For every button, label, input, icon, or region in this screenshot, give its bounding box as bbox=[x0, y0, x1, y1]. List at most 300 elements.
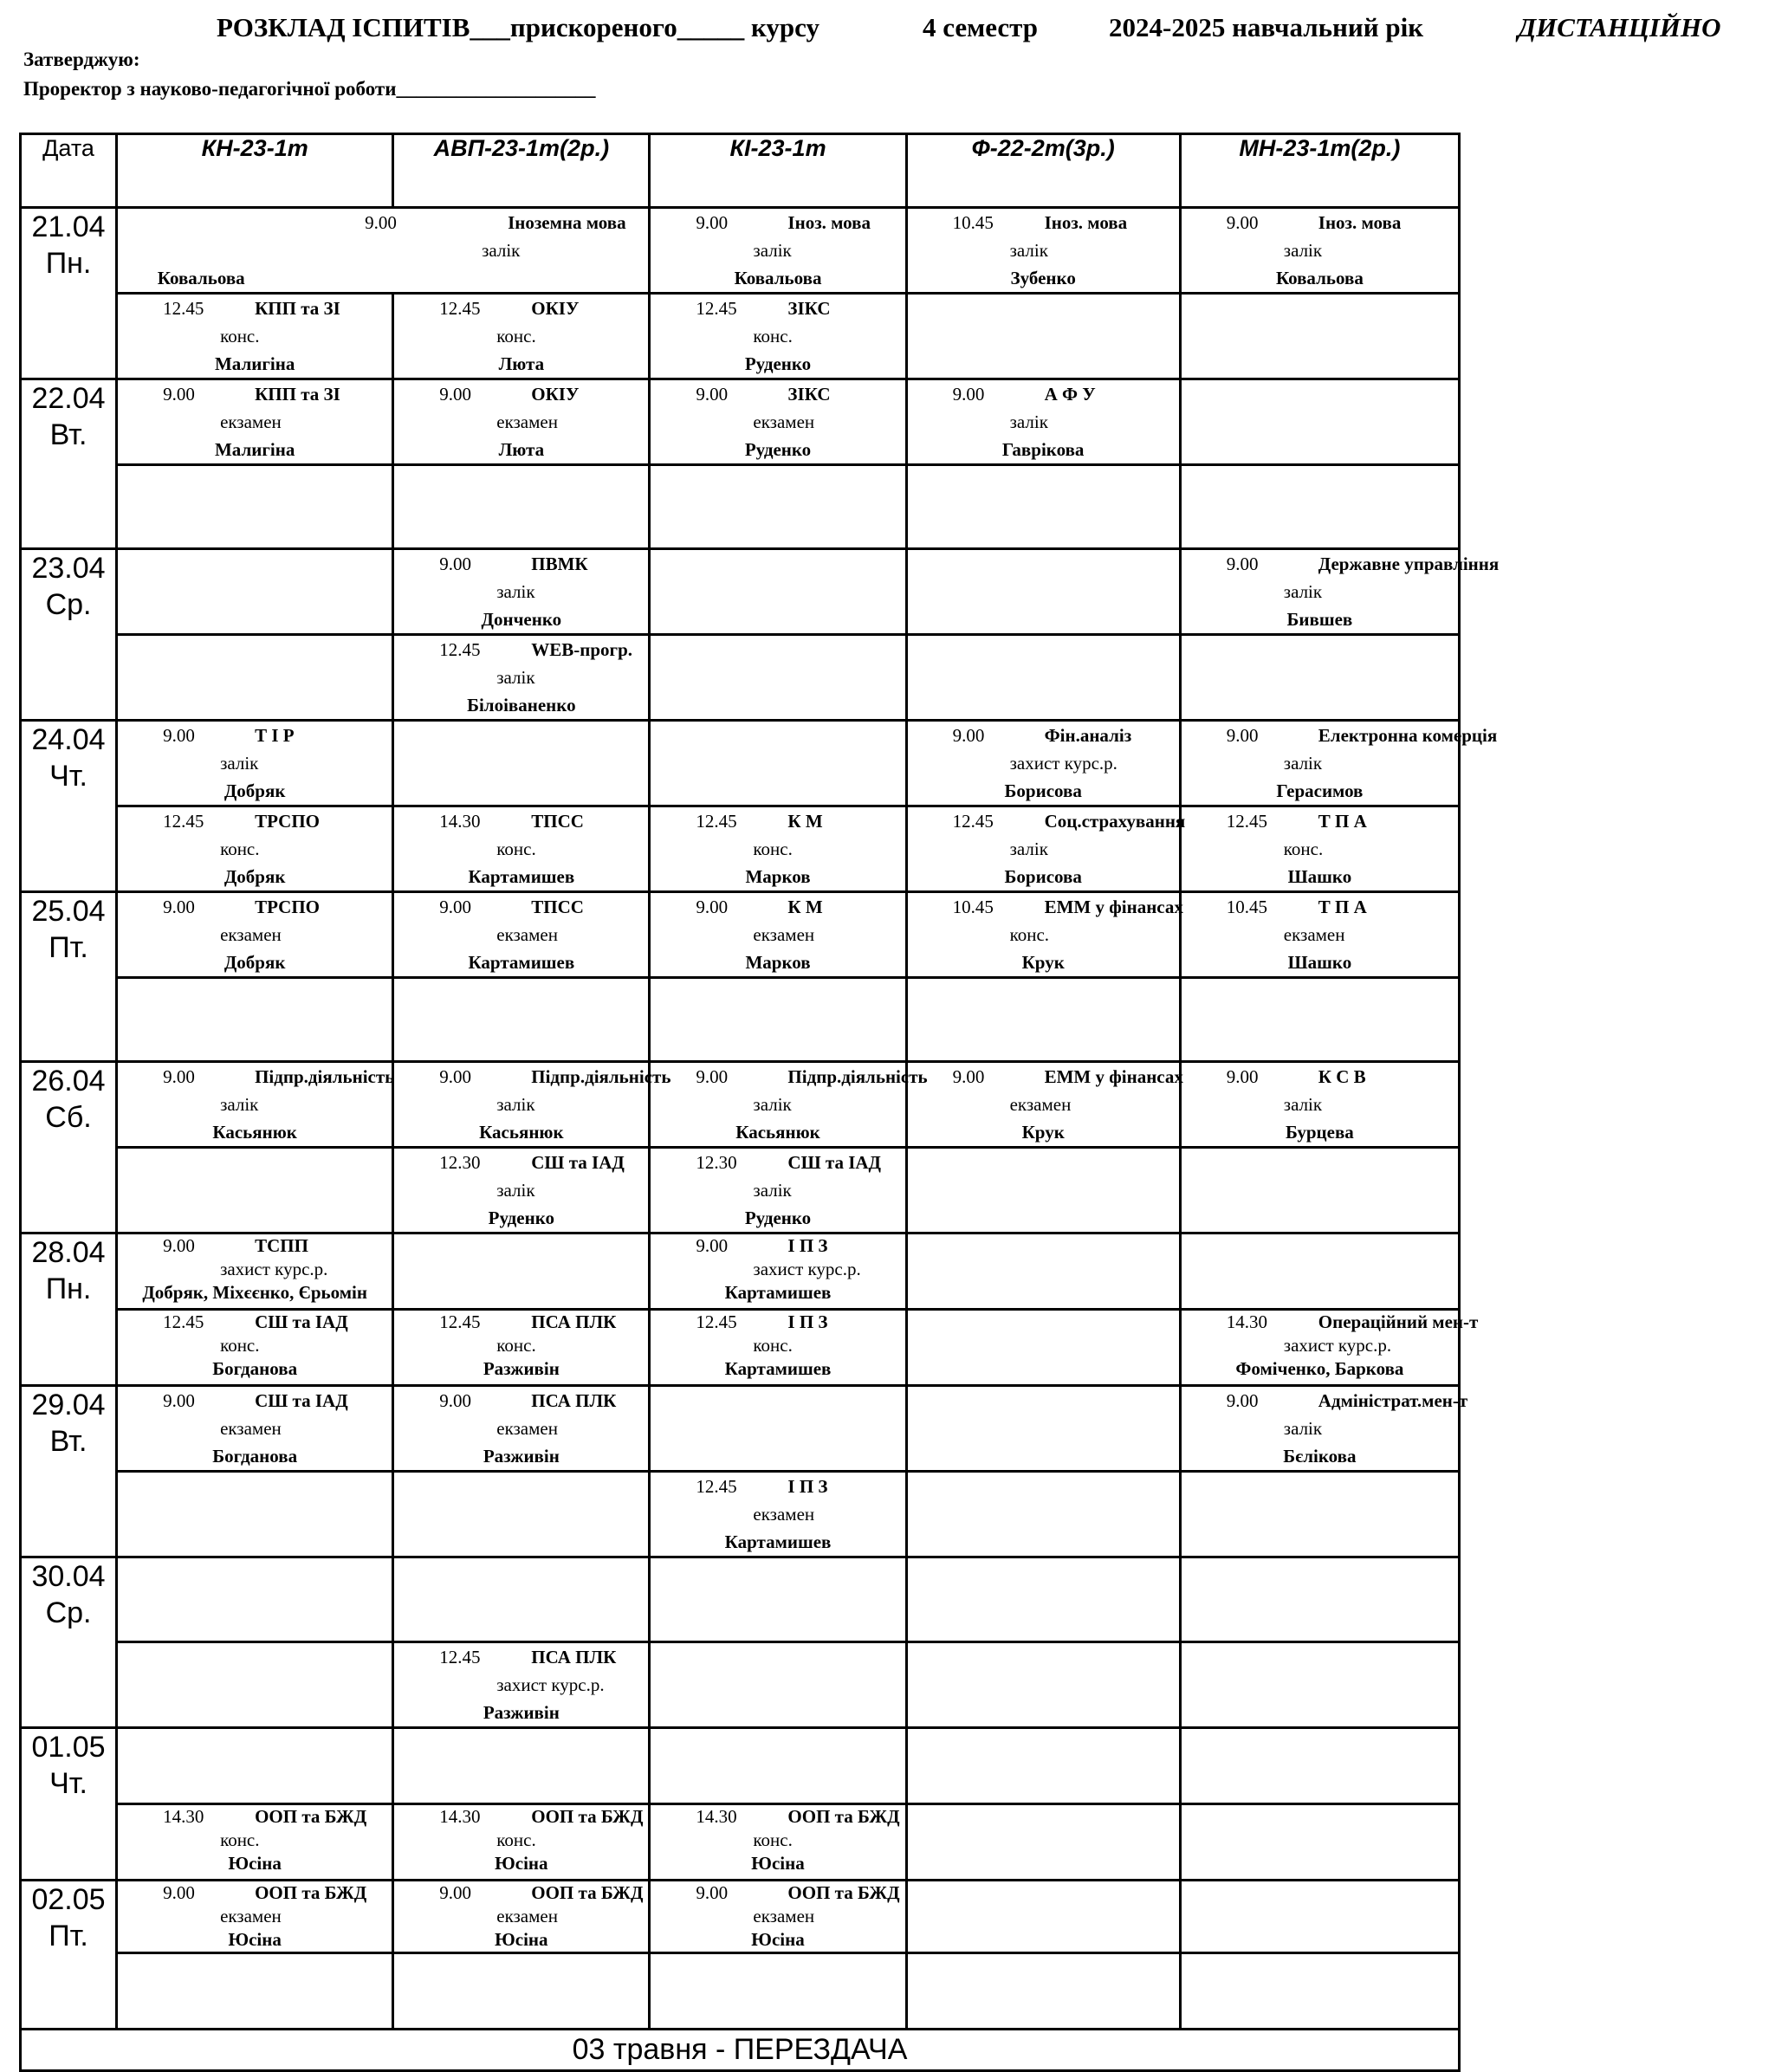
schedule-cell bbox=[1180, 1062, 1459, 1148]
exam-time: 14.30 bbox=[1226, 1311, 1268, 1332]
date-value: 29.04 bbox=[31, 1389, 106, 1421]
schedule-cell bbox=[117, 1557, 393, 1642]
schedule-cell bbox=[906, 978, 1180, 1062]
schedule-cell bbox=[650, 635, 906, 721]
schedule-cell bbox=[1180, 721, 1498, 806]
exam-subject: Фін.аналіз bbox=[1044, 725, 1132, 746]
exam-entry bbox=[394, 1643, 648, 1726]
exam-time: 12.45 bbox=[696, 1311, 737, 1332]
exam-type: екзамен bbox=[1283, 924, 1345, 945]
weekday: Пт. bbox=[49, 1920, 88, 1952]
date-cell bbox=[21, 721, 117, 892]
exam-teacher: Юсіна bbox=[751, 1853, 805, 1874]
exam-type: екзамен bbox=[753, 924, 815, 945]
exam-teacher: Разживін bbox=[483, 1358, 560, 1379]
exam-subject: ООП та БЖД bbox=[255, 1882, 367, 1903]
schedule-row bbox=[21, 1148, 1460, 1233]
schedule-row bbox=[21, 1728, 1460, 1804]
exam-time: 12.30 bbox=[696, 1152, 737, 1173]
schedule-cell bbox=[393, 1062, 671, 1148]
exam-teacher: Борисова bbox=[1004, 866, 1082, 887]
exam-time: 9.00 bbox=[696, 1882, 729, 1903]
weekday: Чт. bbox=[49, 760, 87, 793]
schedule-cell bbox=[117, 1148, 393, 1233]
exam-time: 12.45 bbox=[696, 1476, 737, 1497]
schedule-cell bbox=[906, 549, 1180, 635]
exam-subject: ООП та БЖД bbox=[255, 1806, 367, 1827]
schedule-cell bbox=[393, 1148, 650, 1233]
schedule-cell bbox=[1180, 892, 1459, 978]
exam-subject: ТРСПО bbox=[255, 811, 320, 832]
exam-time: 9.00 bbox=[1226, 212, 1259, 233]
exam-time: 9.00 bbox=[439, 1390, 471, 1411]
exam-teacher: Зубенко bbox=[1010, 268, 1076, 288]
exam-type: конс. bbox=[1283, 839, 1324, 859]
exam-teacher: Ковальова bbox=[1275, 268, 1364, 288]
exam-teacher: Касьянюк bbox=[735, 1122, 820, 1143]
weekday: Вт. bbox=[49, 418, 87, 451]
exam-type: екзамен bbox=[496, 924, 558, 945]
schedule-cell bbox=[117, 1953, 393, 2030]
weekday: Сб. bbox=[45, 1101, 92, 1134]
schedule-cell bbox=[906, 806, 1186, 892]
exam-teacher: Борисова bbox=[1004, 780, 1082, 801]
exam-entry bbox=[394, 550, 648, 633]
exam-teacher: Люта bbox=[498, 353, 545, 374]
schedule-cell bbox=[393, 1953, 650, 2030]
exam-type: конс. bbox=[1009, 924, 1050, 945]
exam-teacher: Разживін bbox=[483, 1446, 560, 1467]
exam-entry bbox=[651, 1311, 904, 1381]
schedule-cell bbox=[906, 1148, 1180, 1233]
exam-entry bbox=[118, 1805, 392, 1875]
column-header-date: Дата bbox=[21, 134, 117, 208]
schedule-cell bbox=[650, 1472, 906, 1557]
weekday: Пн. bbox=[45, 1272, 92, 1305]
exam-teacher: Юсіна bbox=[495, 1853, 548, 1874]
schedule-cell bbox=[650, 806, 906, 892]
exam-teacher: Богданова bbox=[212, 1446, 298, 1467]
exam-time: 14.30 bbox=[439, 811, 481, 832]
exam-teacher: Богданова bbox=[212, 1358, 298, 1379]
date-value: 22.04 bbox=[31, 382, 106, 415]
exam-type: екзамен bbox=[220, 924, 282, 945]
exam-entry bbox=[1182, 722, 1498, 805]
exam-teacher: Добряк bbox=[223, 952, 286, 973]
schedule-row bbox=[21, 1557, 1460, 1642]
exam-time: 12.45 bbox=[439, 639, 481, 660]
exam-type: залік bbox=[1283, 240, 1323, 261]
date-value: 30.04 bbox=[31, 1560, 106, 1593]
exam-type: залік bbox=[1009, 240, 1048, 261]
exam-entry bbox=[1182, 1311, 1479, 1381]
schedule-cell bbox=[906, 721, 1180, 806]
exam-subject: ООП та БЖД bbox=[787, 1806, 900, 1827]
date-value: 23.04 bbox=[31, 552, 106, 585]
column-header-group: Ф-22-2т(3р.) bbox=[906, 134, 1180, 208]
exam-entry bbox=[908, 807, 1186, 890]
schedule-cell bbox=[393, 1881, 650, 1953]
exam-entry bbox=[118, 1881, 392, 1952]
exam-type: залік bbox=[496, 1180, 535, 1201]
exam-entry bbox=[651, 807, 904, 890]
schedule-cell bbox=[393, 549, 650, 635]
exam-subject: І П З bbox=[787, 1476, 828, 1497]
schedule-cell bbox=[906, 892, 1183, 978]
exam-type: захист курс.р. bbox=[220, 1259, 328, 1279]
schedule-row bbox=[21, 806, 1460, 892]
exam-time: 12.45 bbox=[163, 298, 204, 319]
schedule-cell bbox=[906, 1804, 1180, 1881]
exam-time: 9.00 bbox=[439, 384, 471, 405]
schedule-cell bbox=[1180, 1148, 1459, 1233]
exam-time: 9.00 bbox=[439, 554, 471, 574]
date-value: 24.04 bbox=[31, 723, 106, 756]
schedule-cell bbox=[906, 1953, 1180, 2030]
schedule-cell bbox=[117, 1642, 393, 1728]
exam-subject: ЕММ у фінансах bbox=[1044, 897, 1183, 917]
schedule-cell bbox=[1180, 549, 1500, 635]
exam-time: 10.45 bbox=[952, 212, 994, 233]
schedule-cell bbox=[117, 1310, 393, 1386]
schedule-cell bbox=[1180, 1386, 1468, 1472]
exam-subject: СШ та ІАД bbox=[787, 1152, 882, 1173]
exam-entry bbox=[1182, 807, 1458, 890]
schedule-cell bbox=[906, 1233, 1180, 1310]
schedule-cell bbox=[1180, 1472, 1459, 1557]
exam-type: залік bbox=[496, 581, 535, 602]
weekday: Пн. bbox=[45, 247, 92, 280]
exam-entry bbox=[118, 722, 392, 805]
schedule-row bbox=[21, 1062, 1460, 1148]
exam-subject: СШ та ІАД bbox=[255, 1390, 348, 1411]
schedule-row bbox=[21, 1804, 1460, 1881]
exam-type: екзамен bbox=[753, 1504, 815, 1525]
exam-time: 9.00 bbox=[696, 384, 729, 405]
schedule-row bbox=[21, 721, 1460, 806]
exam-subject: WEB-прогр. bbox=[531, 639, 633, 660]
schedule-row bbox=[21, 549, 1460, 635]
exam-subject: ОКІУ bbox=[531, 384, 580, 405]
schedule-cell bbox=[393, 1310, 650, 1386]
exam-subject: ТСПП bbox=[255, 1235, 308, 1256]
schedule-cell bbox=[117, 1062, 393, 1148]
schedule-row bbox=[21, 1386, 1460, 1472]
exam-subject: К С В bbox=[1318, 1066, 1366, 1087]
exam-time: 9.00 bbox=[1226, 1066, 1259, 1087]
schedule-cell bbox=[117, 465, 393, 549]
exam-type: залік bbox=[1009, 839, 1048, 859]
exam-type: залік bbox=[753, 1094, 792, 1115]
exam-teacher: Гаврікова bbox=[1001, 439, 1085, 460]
exam-teacher: Добряк bbox=[223, 780, 286, 801]
schedule-cell bbox=[1180, 978, 1459, 1062]
exam-subject: ПСА ПЛК bbox=[531, 1311, 617, 1332]
schedule-row bbox=[21, 379, 1460, 465]
schedule-cell bbox=[650, 1953, 906, 2030]
schedule-cell bbox=[393, 1804, 650, 1881]
exam-type: залік bbox=[1283, 1094, 1323, 1115]
schedule-cell bbox=[1180, 1642, 1459, 1728]
exam-subject: Операційний мен-т bbox=[1318, 1311, 1479, 1332]
exam-type: захист курс.р. bbox=[1009, 753, 1117, 774]
schedule-cell bbox=[650, 1642, 906, 1728]
schedule-cell bbox=[650, 721, 906, 806]
exam-subject: ЗІКС bbox=[787, 298, 831, 319]
exam-time: 12.30 bbox=[439, 1152, 481, 1173]
exam-time: 9.00 bbox=[163, 1235, 195, 1256]
exam-teacher: Картамишев bbox=[724, 1358, 832, 1379]
exam-type: залік bbox=[753, 1180, 792, 1201]
exam-entry bbox=[651, 1881, 904, 1952]
exam-subject: ПСА ПЛК bbox=[531, 1390, 617, 1411]
column-header-group: МН-23-1т(2р.) bbox=[1180, 134, 1459, 208]
exam-entry bbox=[118, 1387, 392, 1470]
exam-entry bbox=[394, 1149, 648, 1232]
exam-time: 9.00 bbox=[696, 1235, 729, 1256]
exam-entry bbox=[394, 380, 648, 463]
exam-type: екзамен bbox=[220, 1906, 282, 1926]
footer-row bbox=[21, 2030, 1460, 2071]
exam-entry bbox=[394, 893, 648, 976]
exam-type: залік bbox=[1009, 411, 1048, 432]
exam-teacher: Люта bbox=[498, 439, 545, 460]
date-cell bbox=[21, 208, 117, 379]
schedule-row bbox=[21, 294, 1460, 379]
exam-type: екзамен bbox=[753, 411, 815, 432]
schedule-cell bbox=[650, 1148, 906, 1233]
schedule-cell bbox=[393, 635, 650, 721]
exam-time: 9.00 bbox=[163, 1390, 195, 1411]
exam-entry bbox=[394, 1881, 648, 1952]
schedule-cell bbox=[117, 208, 650, 294]
date-cell bbox=[21, 1881, 117, 2030]
exam-entry bbox=[394, 1063, 671, 1146]
schedule-cell bbox=[650, 1557, 906, 1642]
schedule-cell bbox=[117, 294, 393, 379]
schedule-row bbox=[21, 978, 1460, 1062]
exam-teacher: Шашко bbox=[1287, 952, 1352, 973]
schedule-cell bbox=[393, 465, 650, 549]
schedule-cell bbox=[117, 549, 393, 635]
exam-teacher: Руденко bbox=[488, 1208, 555, 1228]
weekday: Вт. bbox=[49, 1425, 87, 1458]
schedule-cell bbox=[1180, 294, 1459, 379]
schedule-cell bbox=[906, 465, 1180, 549]
schedule-row bbox=[21, 1642, 1460, 1728]
schedule-cell bbox=[1180, 1310, 1479, 1386]
header-mode: ДИСТАНЦІЙНО bbox=[1518, 12, 1721, 42]
exam-subject: ООП та БЖД bbox=[531, 1806, 644, 1827]
exam-time: 9.00 bbox=[952, 725, 985, 746]
schedule-cell bbox=[1180, 1557, 1459, 1642]
schedule-cell bbox=[906, 1557, 1180, 1642]
exam-subject: СШ та ІАД bbox=[531, 1152, 625, 1173]
column-header-group: АВП-23-1т(2р.) bbox=[393, 134, 650, 208]
schedule-row bbox=[21, 1310, 1460, 1386]
schedule-cell bbox=[650, 1062, 928, 1148]
exam-subject: Державне управління bbox=[1318, 554, 1500, 574]
exam-teacher: Бившев bbox=[1286, 609, 1353, 630]
exam-entry bbox=[118, 380, 392, 463]
exam-time: 14.30 bbox=[696, 1806, 737, 1827]
schedule-cell bbox=[906, 1310, 1180, 1386]
date-cell bbox=[21, 1557, 117, 1728]
exam-entry bbox=[1182, 893, 1458, 976]
exam-entry bbox=[908, 380, 1179, 463]
exam-time: 9.00 bbox=[696, 897, 729, 917]
exam-time: 12.45 bbox=[696, 298, 737, 319]
exam-subject: ТРСПО bbox=[255, 897, 320, 917]
schedule-row bbox=[21, 1881, 1460, 1953]
exam-time: 12.45 bbox=[1226, 811, 1268, 832]
exam-teacher: Марков bbox=[745, 952, 811, 973]
exam-teacher: Герасимов bbox=[1276, 780, 1364, 801]
schedule-cell bbox=[393, 806, 650, 892]
schedule-cell bbox=[906, 294, 1180, 379]
schedule-cell bbox=[1180, 1804, 1459, 1881]
exam-entry bbox=[394, 1805, 648, 1875]
exam-teacher: Картамишев bbox=[468, 952, 575, 973]
schedule-cell bbox=[117, 1804, 393, 1881]
schedule-cell bbox=[650, 1233, 906, 1310]
exam-type: конс. bbox=[496, 326, 536, 346]
date-cell bbox=[21, 892, 117, 1062]
date-value: 02.05 bbox=[31, 1883, 106, 1916]
exam-time: 12.45 bbox=[952, 811, 994, 832]
exam-subject: Підпр.діяльність bbox=[787, 1066, 928, 1087]
schedule-cell bbox=[117, 1386, 393, 1472]
exam-teacher: Бурцева bbox=[1285, 1122, 1354, 1143]
date-cell bbox=[21, 379, 117, 549]
exam-subject: ООП та БЖД bbox=[531, 1882, 644, 1903]
exam-entry bbox=[1182, 209, 1458, 292]
exam-time: 10.45 bbox=[1226, 897, 1268, 917]
exam-subject: Т І Р bbox=[255, 725, 295, 746]
exam-entry bbox=[394, 807, 648, 890]
schedule-cell bbox=[906, 1386, 1180, 1472]
exam-type: екзамен bbox=[496, 1906, 558, 1926]
schedule-cell bbox=[906, 1881, 1180, 1953]
schedule-cell bbox=[393, 1642, 650, 1728]
schedule-cell bbox=[650, 1881, 906, 1953]
date-value: 26.04 bbox=[31, 1065, 106, 1098]
exam-teacher: Донченко bbox=[481, 609, 562, 630]
exam-type: конс. bbox=[496, 839, 536, 859]
header-year: 2024-2025 навчальний рік bbox=[1109, 12, 1424, 42]
exam-entry bbox=[118, 1311, 392, 1381]
schedule-row bbox=[21, 208, 1460, 294]
exam-time: 10.45 bbox=[952, 897, 994, 917]
exam-teacher: Білоіваненко bbox=[467, 695, 576, 715]
schedule-row bbox=[21, 892, 1460, 978]
exam-subject: К М bbox=[787, 811, 823, 832]
exam-entry bbox=[118, 807, 392, 890]
exam-entry bbox=[651, 209, 904, 292]
exam-type: залік bbox=[1283, 581, 1323, 602]
approval-signatory: Проректор з науково-педагогічної роботи____________________ bbox=[23, 78, 596, 100]
schedule-cell bbox=[650, 208, 906, 294]
exam-entry bbox=[908, 722, 1179, 805]
exam-subject: ПСА ПЛК bbox=[531, 1647, 617, 1667]
exam-entry bbox=[651, 1234, 904, 1305]
schedule-cell bbox=[650, 1728, 906, 1804]
schedule-cell bbox=[650, 549, 906, 635]
exam-time: 12.45 bbox=[439, 1647, 481, 1667]
exam-teacher: Фоміченко, Баркова bbox=[1235, 1358, 1404, 1379]
exam-entry bbox=[118, 893, 392, 976]
exam-time: 9.00 bbox=[696, 212, 729, 233]
schedule-cell bbox=[1180, 465, 1459, 549]
exam-schedule-table bbox=[19, 133, 1500, 2072]
exam-subject: Підпр.діяльність bbox=[255, 1066, 395, 1087]
exam-type: екзамен bbox=[753, 1906, 815, 1926]
header-semester: 4 семестр bbox=[923, 12, 1039, 42]
exam-teacher: Касьянюк bbox=[479, 1122, 564, 1143]
schedule-cell bbox=[906, 1062, 1183, 1148]
schedule-cell bbox=[393, 1472, 650, 1557]
exam-type: конс. bbox=[220, 839, 260, 859]
schedule-cell bbox=[906, 1728, 1180, 1804]
weekday: Ср. bbox=[45, 1596, 92, 1629]
exam-subject: А Ф У bbox=[1044, 384, 1096, 405]
schedule-cell bbox=[117, 1881, 393, 1953]
column-header-group: КІ-23-1т bbox=[650, 134, 906, 208]
schedule-cell bbox=[650, 465, 906, 549]
schedule-row bbox=[21, 635, 1460, 721]
exam-subject: ЕММ у фінансах bbox=[1044, 1066, 1183, 1087]
exam-type: конс. bbox=[220, 1829, 260, 1850]
approval-label: Затверджую: bbox=[23, 49, 140, 70]
schedule-cell bbox=[650, 892, 906, 978]
exam-entry bbox=[908, 1063, 1183, 1146]
exam-subject: КПП та ЗІ bbox=[255, 384, 340, 405]
exam-entry bbox=[394, 636, 648, 719]
exam-type: залік bbox=[220, 753, 259, 774]
exam-entry bbox=[651, 380, 904, 463]
exam-teacher: Картамишев bbox=[468, 866, 575, 887]
schedule-cell bbox=[650, 1310, 906, 1386]
header-title: РОЗКЛАД ІСПИТІВ___прискореного_____ курсу bbox=[217, 12, 819, 42]
schedule-cell bbox=[393, 892, 650, 978]
schedule-cell bbox=[650, 978, 906, 1062]
schedule-cell bbox=[393, 294, 650, 379]
exam-time: 9.00 bbox=[952, 1066, 985, 1087]
exam-time: 9.00 bbox=[163, 1066, 195, 1087]
exam-time: 9.00 bbox=[439, 1882, 471, 1903]
exam-time: 12.45 bbox=[163, 1311, 204, 1332]
exam-teacher: Крук bbox=[1021, 1122, 1065, 1143]
exam-type: конс. bbox=[220, 326, 260, 346]
exam-subject: І П З bbox=[787, 1311, 828, 1332]
exam-teacher: Руденко bbox=[744, 439, 812, 460]
exam-teacher: Руденко bbox=[744, 353, 812, 374]
exam-time: 12.45 bbox=[163, 811, 204, 832]
exam-time: 9.00 bbox=[163, 725, 195, 746]
exam-subject: Соц.страхування bbox=[1044, 811, 1186, 832]
exam-type: екзамен bbox=[496, 1418, 558, 1439]
exam-type: захист курс.р. bbox=[496, 1674, 605, 1695]
exam-entry bbox=[1182, 1387, 1468, 1470]
exam-subject: Іноз. мова bbox=[787, 212, 871, 233]
exam-time: 14.30 bbox=[439, 1806, 481, 1827]
schedule-cell bbox=[1180, 1728, 1459, 1804]
exam-entry bbox=[651, 1473, 904, 1556]
exam-teacher: Крук bbox=[1021, 952, 1065, 973]
schedule-cell bbox=[117, 1233, 393, 1310]
exam-subject: Адміністрат.мен-т bbox=[1318, 1390, 1468, 1411]
exam-subject: Іноз. мова bbox=[1044, 212, 1128, 233]
